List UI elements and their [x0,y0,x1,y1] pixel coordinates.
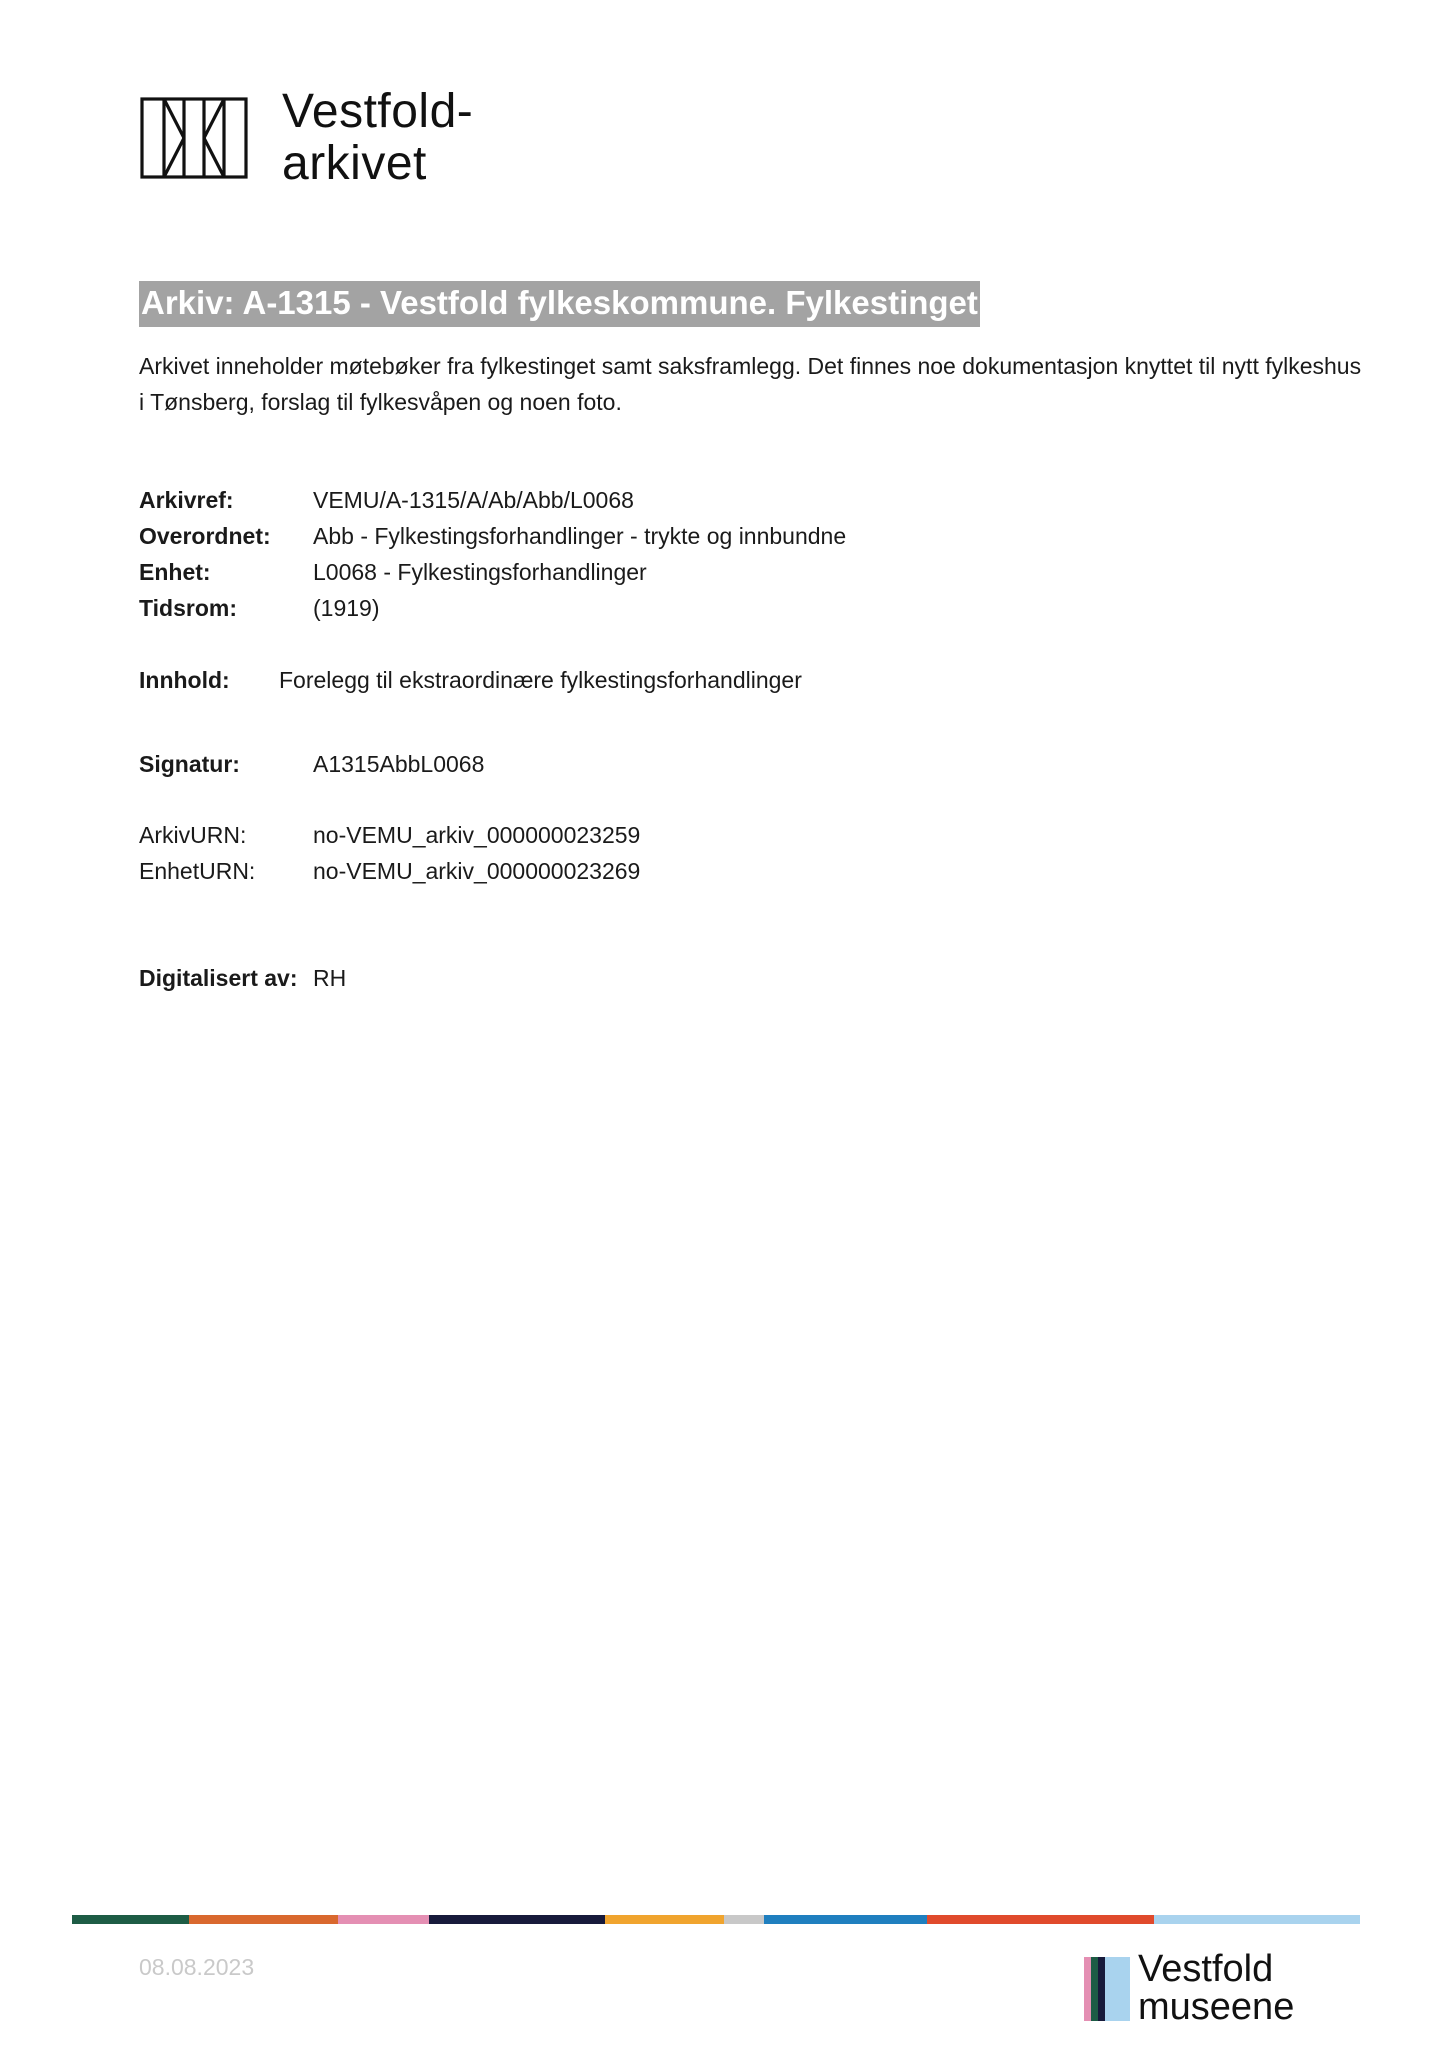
field-label: Tidsrom: [139,595,237,621]
field-value: A1315AbbL0068 [313,751,485,777]
field-value: L0068 - Fylkestingsforhandlinger [313,559,647,585]
color-bar-segment [724,1915,764,1924]
field-label: ArkivURN: [139,822,247,848]
archive-description: Arkivet inneholder møtebøker fra fylkestinget samt saksframlegg. Det finnes noe dokumentasjon knyttet til nytt fylkeshus i Tønsberg, forslag til fylkesvåpen og noen foto. [139,353,1362,415]
archive-title [139,282,980,324]
footer-logo-line-1: Vestfold [1138,1948,1274,1990]
field-value: Abb - Fylkestingsforhandlinger - trykte og innbundne [313,523,847,549]
color-bar-segment [189,1915,338,1924]
vestfoldmuseene-logo [1084,1950,1294,2026]
footer-logo-line-2: museene [1138,1986,1295,2028]
field-label: Arkivref: [139,487,234,513]
archive-title-text: Arkiv: A-1315 - Vestfold fylkeskommune. Fylkestinget [139,281,980,327]
field-value: no-VEMU_arkiv_000000023269 [313,858,641,884]
field-label: Overordnet: [139,523,271,549]
color-bar-segment [927,1915,1154,1924]
field-value: no-VEMU_arkiv_000000023259 [313,822,641,848]
logo-line-1: Vestfold- [282,85,474,138]
field-label: Enhet: [139,559,211,585]
vestfoldarkivet-logo [140,86,473,190]
field-label: EnhetURN: [139,858,256,884]
color-bar-segment [429,1915,605,1924]
color-bar-segment [764,1915,927,1924]
museum-logo-icon [1084,1955,1130,2021]
archive-logo-icon [140,97,248,179]
color-bar-segment [338,1915,429,1924]
field-value: RH [313,965,347,991]
color-bar-segment [1154,1915,1360,1924]
footer-logo-wordmark [1138,1950,1294,2026]
color-bar-segment [605,1915,724,1924]
footer-date: 08.08.2023 [139,1954,255,1980]
logo-line-2: arkivet [282,137,427,190]
logo-wordmark [282,86,473,190]
field-label: Digitalisert av: [139,965,298,991]
field-label: Signatur: [139,751,240,777]
field-label: Innhold: [139,667,230,693]
field-value: Forelegg til ekstraordinære fylkestingsforhandlinger [279,667,802,693]
color-bar-segment [72,1915,189,1924]
field-value: (1919) [313,595,380,621]
field-value: VEMU/A-1315/A/Ab/Abb/L0068 [313,487,634,513]
